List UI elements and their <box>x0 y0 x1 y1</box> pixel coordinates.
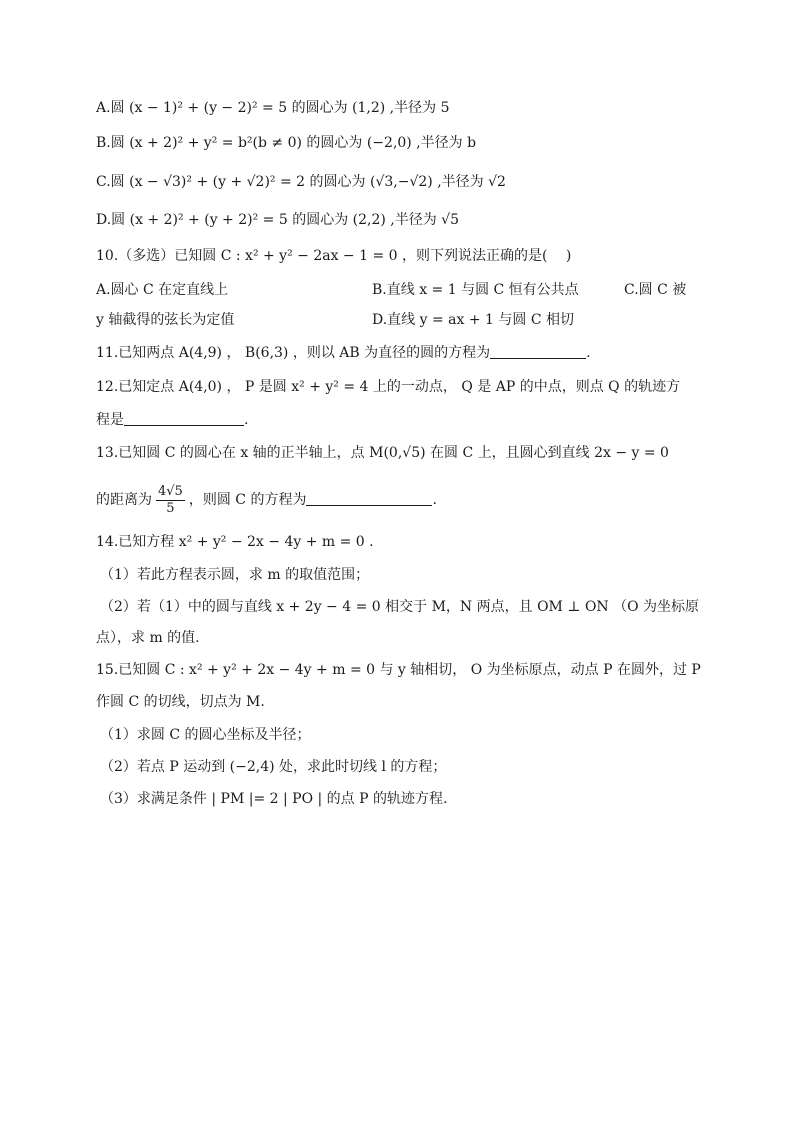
q12-line2 <box>96 410 248 430</box>
q11-answer-blank[interactable] <box>490 344 586 359</box>
q9-option-b: B.圆 (x + 2)² + y² = b²(b ≠ 0) 的圆心为 (−2,0) ,半径为 b <box>96 135 477 151</box>
q10-options-row1 <box>96 280 228 300</box>
q14-part2b: 点），求 m 的值. <box>96 630 200 646</box>
q12-answer-blank[interactable] <box>124 411 244 426</box>
q15-part2: （2）若点 P 运动到 (−2,4) 处，求此时切线 l 的方程； <box>100 759 447 775</box>
q10-option-c: C.圆 C 被 <box>624 282 687 298</box>
q10-option-a: A.圆心 C 在定直线上 <box>96 282 229 298</box>
q12-end: . <box>244 412 249 428</box>
q11-text: 11.已知两点 A(4,9) ， B(6,3) ，则以 AB 为直径的圆的方程为 <box>96 345 491 361</box>
q9-option-d: D.圆 (x + 2)² + (y + 2)² = 5 的圆心为 (2,2) ,半径为 √5 <box>96 212 460 228</box>
q13-fraction <box>156 484 185 517</box>
q11 <box>96 343 591 363</box>
q14-stem: 14.已知方程 x² + y² − 2x − 4y + m = 0 . <box>96 534 374 550</box>
q13-fraction-den: 5 <box>166 500 175 516</box>
q10-option-b: B.直线 x = 1 与圆 C 恒有公共点 <box>372 282 579 298</box>
q9-option-a: A.圆 (x − 1)² + (y − 2)² = 5 的圆心为 (1,2) ,半径为 5 <box>96 100 450 116</box>
q10-option-c-cont: y 轴截得的弦长为定值 <box>96 312 235 328</box>
q13-end: . <box>432 492 437 508</box>
q12-line1: 12.已知定点 A(4,0) ， P 是圆 x² + y² = 4 上的一动点， Q 是 AP 的中点，则点 Q 的轨迹方 <box>96 379 681 395</box>
q13-line1: 13.已知圆 C 的圆心在 x 轴的正半轴上，点 M(0,√5) 在圆 C 上，且圆心到直线 2x − y = 0 <box>96 445 669 461</box>
q9-option-c: C.圆 (x − √3)² + (y + √2)² = 2 的圆心为 (√3,−√2) ,半径为 √2 <box>96 174 506 190</box>
q13-line2-post: ，则圆 C 的方程为 <box>188 492 307 508</box>
q11-end: . <box>586 345 591 361</box>
q15-line1: 15.已知圆 C : x² + y² + 2x − 4y + m = 0 与 y 轴相切， O 为坐标原点，动点 P 在圆外，过 P <box>96 662 701 678</box>
q10-stem: 10.（多选）已知圆 C : x² + y² − 2ax − 1 = 0 ，则下列说法正确的是( ) <box>96 248 572 264</box>
q15-part3: （3）求满足条件 | PM |= 2 | PO | 的点 P 的轨迹方程. <box>100 791 448 807</box>
q13-fraction-num: 4√5 <box>158 483 183 499</box>
q13-answer-blank[interactable] <box>306 491 432 506</box>
q14-part2a: （2）若（1）中的圆与直线 x + 2y − 4 = 0 相交于 M，N 两点，且 OM ⊥ ON （O 为坐标原 <box>100 599 700 615</box>
q12-line2-text: 程是 <box>96 412 124 428</box>
q15-part1: （1）求圆 C 的圆心坐标及半径； <box>100 727 311 743</box>
q14-part1: （1）若此方程表示圆，求 m 的取值范围； <box>100 567 370 583</box>
q13-line2-pre: 的距离为 <box>96 492 152 508</box>
q10-option-d: D.直线 y = ax + 1 与圆 C 相切 <box>372 312 575 328</box>
q15-line2: 作圆 C 的切线，切点为 M. <box>96 694 265 710</box>
q13-line2 <box>96 482 437 518</box>
